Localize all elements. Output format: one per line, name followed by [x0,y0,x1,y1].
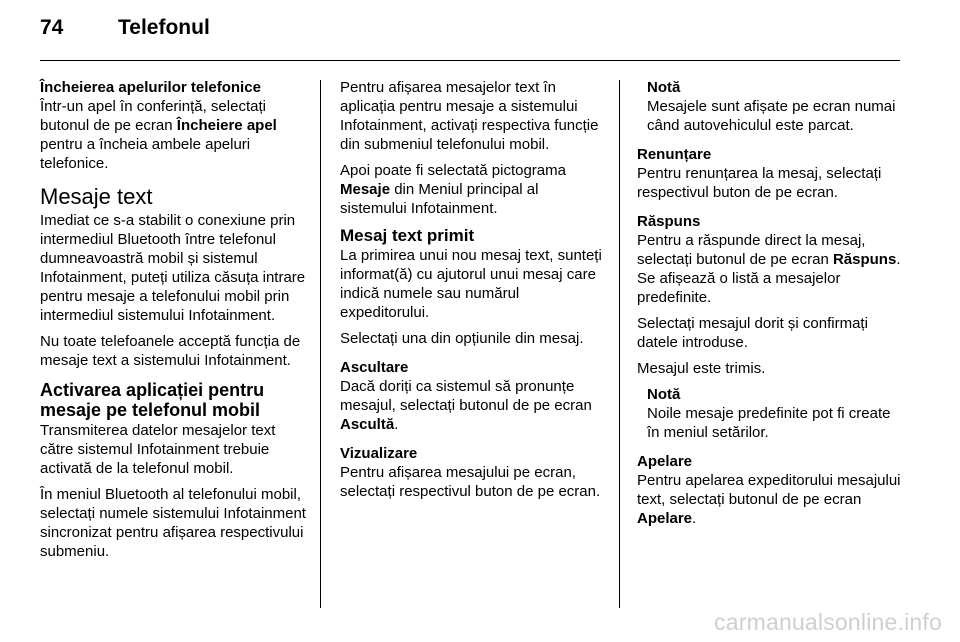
button-ref-end-call: Încheiere apel [176,117,277,134]
heading-dismiss: Renunțare [637,146,712,163]
button-ref-listen: Ascultă [340,416,395,433]
header-rule [40,60,900,61]
paragraph-reply: Pentru a răspunde direct la mesaj, selectați butonul de pe ecran Răspuns. Se afișează o listă a mesajelor predefinite. [637,232,901,306]
paragraph-received: La primirea unui nou mesaj text, sunteți informat(ă) cu ajutorul unui mesaj care indică numele sau numărul expeditorului. [340,247,602,321]
paragraph-dismiss: Pentru renunțarea la mesaj, selectați respectivul buton de pe ecran. [637,165,882,201]
paragraph-view: Pentru afișarea mesajului pe ecran, selectați respectivul buton de pe ecran. [340,464,601,500]
note-title: Notă [647,79,681,96]
page-title: Telefonul [118,16,210,39]
paragraph-listen: Dacă doriți ca sistemul să pronunțe mesajul, selectați butonul de pe ecran Ascultă. [340,378,592,433]
paragraph-support: Nu toate telefoanele acceptă funcția de mesaje text a sistemului Infotainment. [40,333,301,369]
button-ref-reply: Răspuns [832,251,897,268]
page-number: 74 [40,16,64,39]
heading-view: Vizualizare [340,445,418,462]
paragraph-sent: Mesajul este trimis. [637,360,766,377]
heading-call: Apelare [637,453,693,470]
paragraph-options: Selectați una din opțiunile din mesaj. [340,330,584,347]
paragraph-confirm: Selectați mesajul dorit și confirmați datele introduse. [637,315,868,351]
paragraph-intro: Imediat ce s-a stabilit o conexiune prin intermediul Bluetooth între telefonul dumneavoastră mobil și sistemul Infotainment, puteți utiliza căsuța intrare pentru mesaje a telefonului mobil prin intermediul sistemului Infotainment. [40,212,306,324]
heading-received-message: Mesaj text primit [340,226,475,245]
column-1 [40,78,310,568]
note-title: Notă [647,386,681,403]
note-predefined [647,385,905,442]
note-text: Mesajele sunt afișate pe ecran numai când autovehiculul este parcat. [647,98,896,134]
heading-activate-app: Activarea aplicației pentru mesaje pe telefonul mobil [40,380,265,420]
icon-ref-messages: Mesaje [340,181,391,198]
paragraph-icon: Apoi poate fi selectată pictograma Mesaje din Meniul principal al sistemului Infotainment. [340,162,566,217]
paragraph-call: Pentru apelarea expeditorului mesajului text, selectați butonul de pe ecran Apelare. [637,472,901,527]
button-ref-call: Apelare [637,510,693,527]
heading-listen: Ascultare [340,359,409,376]
column-divider-2 [619,80,620,608]
column-2 [340,78,608,508]
heading-reply: Răspuns [637,213,701,230]
note-parked [647,78,905,135]
column-divider-1 [320,80,321,608]
note-text: Noile mesaje predefinite pot fi create în meniul setărilor. [647,405,891,441]
heading-ending-calls: Încheierea apelurilor telefonice [40,79,261,96]
paragraph-display-messages: Pentru afișarea mesajelor text în aplicația pentru mesaje a sistemului Infotainment, activați respectiva funcție din submeniul telefonului mobil. [340,79,599,153]
paragraph-transfer: Transmiterea datelor mesajelor text către sistemul Infotainment trebuie activată de la telefonul mobil. [40,422,276,477]
column-3 [637,78,905,535]
paragraph-bluetooth-menu: În meniul Bluetooth al telefonului mobil, selectați numele sistemului Infotainment sincronizat pentru afișarea respectivului submeniu. [40,486,306,560]
heading-text-messages: Mesaje text [40,184,153,209]
watermark: carmanualsonline.info [714,609,942,635]
paragraph-ending-calls: Într-un apel în conferință, selectați butonul de pe ecran Încheiere apel pentru a încheia ambele apeluri telefonice. [40,98,277,172]
